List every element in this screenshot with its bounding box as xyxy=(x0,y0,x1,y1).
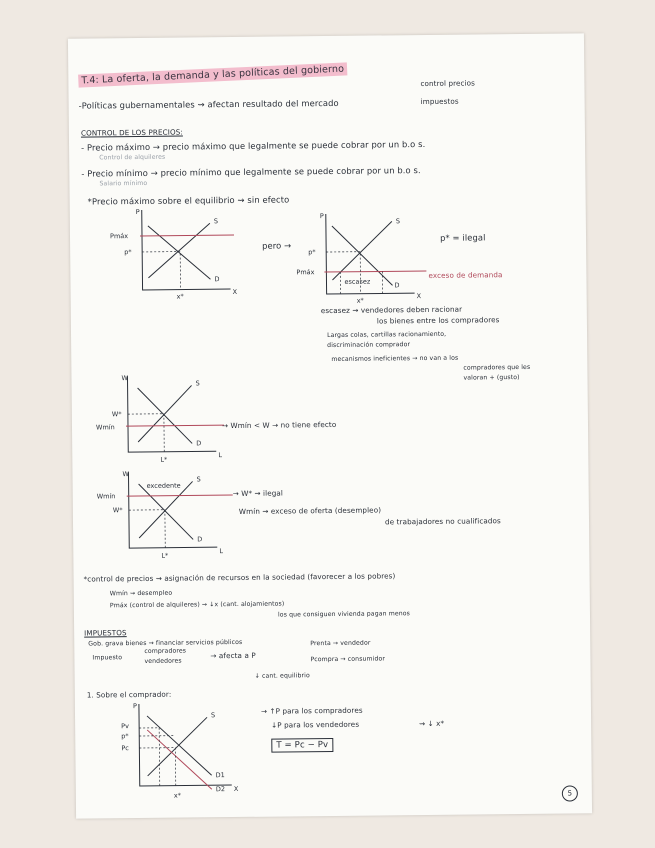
demand-label: D xyxy=(394,281,400,290)
wmin-trabajadores: de trabajadores no cualificados xyxy=(384,516,501,527)
xstar-label: x* xyxy=(173,791,182,800)
escasez-line-5: mecanismos ineficientes → no van a los xyxy=(331,354,459,363)
impuesto-compradores: compradores xyxy=(144,647,187,655)
pstar-label: p* xyxy=(308,248,316,257)
axis-w-label: W xyxy=(122,470,129,479)
supply-label: S xyxy=(213,217,219,226)
pv-label: Pv xyxy=(121,722,129,731)
intro-branch-2: impuestos xyxy=(420,96,459,107)
page-title: T.4: La oferta, la demanda y las políticas del gobierno xyxy=(78,62,347,87)
pstar-label: p* xyxy=(121,732,129,741)
graph-pmax-sin-efecto xyxy=(109,207,241,301)
lstar-label: L* xyxy=(161,551,169,560)
graph-impuesto-comprador xyxy=(121,701,248,802)
pstar-ilegal-text: p* = ilegal xyxy=(439,232,486,243)
escasez-line-7: valoran + (gusto) xyxy=(463,374,520,382)
impuesto-result: ⇝ ↓ x* xyxy=(419,718,445,729)
impuestos-heading: IMPUESTOS xyxy=(84,628,127,638)
asignacion-line-4: los que consiguen vivienda pagan menos xyxy=(277,610,410,619)
exceso-demanda-text: exceso de demanda xyxy=(428,270,503,280)
supply-label: S xyxy=(210,711,216,720)
wstar-label: W* xyxy=(112,506,123,515)
impuesto-vendedores: vendedores xyxy=(144,657,182,665)
control-heading: CONTROL DE LOS PRECIOS: xyxy=(80,127,183,138)
asignacion-line-1: *control de precios ⇝ asignación de recursos en la sociedad (favorecer a los pobres) xyxy=(83,571,396,584)
intro-branch-1: control precios xyxy=(420,78,476,89)
wmin-label: Wmín xyxy=(95,423,115,432)
precio-minimo-line: - Precio mínimo → precio mínimo que legalmente se puede cobrar por un b.o s. xyxy=(81,165,421,179)
supply-label: S xyxy=(195,379,200,388)
supply-label: S xyxy=(196,475,201,484)
lstar-label: L* xyxy=(160,455,168,464)
demand-label: D xyxy=(214,275,220,284)
graph-wmin-desempleo xyxy=(96,469,227,560)
axis-p-label: P xyxy=(132,702,137,711)
escasez-line-2: los bienes entre los compradores xyxy=(376,315,500,326)
axis-x-label: X xyxy=(232,287,238,297)
xstar-label: x* xyxy=(176,292,184,301)
intro-text: -Políticas gubernamentales ⇝ afectan resultado del mercado xyxy=(78,97,339,111)
demand-label: D xyxy=(196,439,202,448)
precio-maximo-line: - Precio máximo → precio máximo que legalmente se puede cobrar por un b.o s. xyxy=(81,138,426,153)
graph-wmin-sin-efecto xyxy=(95,373,226,464)
sobre-comprador-heading: 1. Sobre el comprador: xyxy=(86,689,172,700)
escasez-line-1: escasez ⇝ vendedores deben racionar xyxy=(320,304,463,316)
escasez-line-6: compradores que les xyxy=(463,363,531,372)
asignacion-line-2: Wmín ⇝ desempleo xyxy=(109,589,173,598)
supply-label: S xyxy=(395,217,401,226)
tax-formula: T = Pc − Pv xyxy=(271,738,333,753)
axis-x-label: X xyxy=(416,292,422,301)
notebook-page xyxy=(68,33,592,818)
axis-p-label: P xyxy=(319,212,324,221)
asignacion-line-3: Pmáx (control de alquileres) ⇝ ↓x (cant. alojamientos) xyxy=(109,600,285,610)
excedente-label: excedente xyxy=(146,481,181,490)
wmin-label: Wmín xyxy=(96,492,116,501)
escasez-label: escasez xyxy=(344,277,371,286)
graph-pmax-escasez xyxy=(296,211,425,305)
impuesto-up: → ↑P para los compradores xyxy=(260,705,363,716)
d2-label: D2 xyxy=(215,785,225,794)
impuesto-down: ↓P para los vendedores xyxy=(271,719,360,730)
axis-l-label: L xyxy=(219,547,223,556)
impuesto-afecta: → afecta a P xyxy=(210,650,256,661)
pstar-label: p* xyxy=(124,248,132,257)
escasez-line-3: Largas colas, cartillas racionamiento, xyxy=(327,330,447,340)
pmax-label: Pmáx xyxy=(109,232,129,241)
d1-label: D1 xyxy=(215,771,225,780)
pero-text: pero → xyxy=(262,240,292,251)
impuestos-line-1: Gob. grava bienes ⇝ financiar servicios públicos xyxy=(88,638,243,648)
axis-p-label: P xyxy=(135,207,140,217)
precio-minimo-note: Salario mínimo xyxy=(99,179,148,188)
pmax-label: Pmáx xyxy=(296,268,315,277)
wstar-ilegal: → W* ⇝ ilegal xyxy=(232,488,284,499)
axis-x-label: X xyxy=(233,784,239,794)
axis-l-label: L xyxy=(218,451,222,460)
xstar-label: x* xyxy=(356,296,364,305)
demand-label: D xyxy=(197,535,203,544)
wstar-label: W* xyxy=(111,410,122,419)
pc-label: Pc xyxy=(121,744,129,753)
impuesto-pcompra: Pcompra → consumidor xyxy=(310,655,386,664)
wmin-no-efecto: → Wmín < W → no tiene efecto xyxy=(221,419,337,431)
escasez-line-4: discriminación comprador xyxy=(327,341,411,350)
impuesto-cant: ↓ cant. equilibrio xyxy=(254,672,310,680)
page-number: 5 xyxy=(562,785,578,801)
impuesto-prenta: Prenta → vendedor xyxy=(310,639,371,648)
impuesto-label: Impuesto xyxy=(92,654,123,662)
axis-w-label: W xyxy=(121,374,128,383)
wmin-exceso-oferta: Wmín ⇝ exceso de oferta (desempleo) xyxy=(238,505,382,516)
precio-maximo-note: Control de alquileres xyxy=(99,153,166,162)
pmax-sobre-equilibrio: *Precio máximo sobre el equilibrio ⇝ sin efecto xyxy=(87,194,290,207)
